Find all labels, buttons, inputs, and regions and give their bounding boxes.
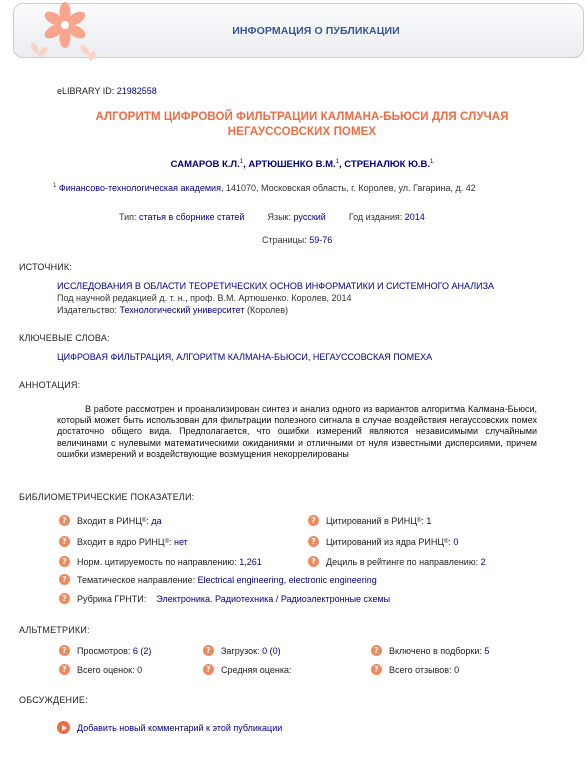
flower-logo-icon — [23, 0, 103, 70]
downloads-value: 0 (0) — [262, 645, 281, 656]
add-comment-link[interactable]: Добавить новый комментарий к этой публикации — [77, 722, 283, 733]
norm-citation-value: 1,261 — [239, 556, 262, 567]
source-editor: Под научной редакцией д. т. н., проф. В.М. Артюшенко. Королев, 2014 — [57, 293, 352, 303]
question-icon[interactable]: ? — [308, 515, 319, 526]
affiliation-link[interactable]: Финансово-технологическая академия — [58, 183, 221, 193]
metric-views: ? Просмотров: 6 (2) — [59, 645, 151, 656]
metric-rinc-core: ? Входит в ядро РИНЦ ® : нет — [59, 536, 188, 547]
citations-value[interactable]: 1 — [426, 515, 432, 526]
metric-average-rating: ? Средняя оценка: — [203, 664, 291, 675]
question-icon[interactable]: ? — [308, 556, 319, 567]
discussion-heading: ОБСУЖДЕНИЕ: — [19, 695, 88, 705]
author-link[interactable]: САМАРОВ К.Л. — [170, 159, 240, 171]
question-icon[interactable]: ? — [308, 536, 319, 547]
views-value: 6 (2) — [132, 645, 152, 656]
author-link[interactable]: АРТЮШЕНКО В.М. — [248, 159, 336, 171]
question-icon[interactable]: ? — [59, 593, 70, 604]
authors-list — [20, 159, 584, 170]
question-icon[interactable]: ? — [371, 645, 382, 656]
metric-collections: ? Включено в подборки: 5 — [371, 645, 489, 656]
author-link[interactable]: СТРЕНАЛЮК Ю.В. — [344, 159, 431, 171]
language-value: русский — [293, 212, 326, 222]
reviews-value: 0 — [454, 664, 460, 675]
metric-topic: ? Тематическое направление: Electrical engineering, electronic engineering — [59, 574, 377, 585]
author-affiliation-sup: 1 — [430, 159, 434, 165]
metric-ratings: ? Всего оценок: 0 — [59, 664, 142, 675]
publication-title — [20, 110, 584, 140]
metric-reviews: ? Всего отзывов: 0 — [371, 664, 459, 675]
rinc-value: да — [151, 515, 162, 526]
annotation-text: В работе рассмотрен и проанализирован синтез и анализ одного из вариантов алгоритма Калмана-Бьюси, который может быть использован для фильтрации полезного сигнала в случае воздействия негауссовских помех достаточно общего вида. Предполагается, что ошибки измерений являются независимыми случайными величинами с нулевыми математическими ожиданиями и отличными от нуля известными дисперсиями, причем ошибки измерений и воздействующие возмущения некоррелированы — [57, 404, 537, 459]
topic-value: Electrical engineering, electronic engineering — [197, 574, 377, 585]
metric-citations: ? Цитирований в РИНЦ ® : 1 — [308, 515, 431, 526]
affiliation — [53, 183, 476, 193]
pages-row — [262, 235, 332, 245]
keyword-separator: , — [307, 352, 313, 362]
grnti-link-2[interactable]: Радиоэлектронные схемы — [280, 593, 391, 604]
source-title-link[interactable]: ИССЛЕДОВАНИЯ В ОБЛАСТИ ТЕОРЕТИЧЕСКИХ ОСНОВ ИНФОРМАТИКИ И СИСТЕМНОГО АНАЛИЗА — [57, 281, 495, 291]
keywords-list — [57, 352, 432, 362]
question-icon[interactable]: ? — [59, 664, 70, 675]
year-label: Год издания: — [348, 212, 403, 222]
type-label: Тип: — [119, 212, 137, 222]
author-affiliation-sup: 1 — [335, 159, 339, 165]
collections-value[interactable]: 5 — [484, 645, 490, 656]
publisher-label: Издательство: — [57, 305, 117, 315]
author-separator: , — [338, 159, 345, 171]
language-label: Язык: — [267, 212, 291, 222]
add-comment-row — [57, 721, 282, 734]
question-icon[interactable]: ? — [203, 645, 214, 656]
author-separator: , — [243, 159, 249, 171]
metric-rinc: ? Входит в РИНЦ ® : да — [59, 515, 162, 526]
pages-label: Страницы: — [262, 235, 307, 245]
elibrary-id-label: eLIBRARY ID: — [57, 86, 115, 96]
keyword-separator: , — [171, 352, 177, 362]
question-icon[interactable]: ? — [59, 574, 70, 585]
affiliation-sup: 1 — [53, 183, 57, 189]
rinc-core-value: нет — [174, 536, 188, 547]
metric-downloads: ? Загрузок: 0 (0) — [203, 645, 281, 656]
elibrary-id-value: 21982558 — [116, 86, 157, 96]
keyword-link[interactable]: ЦИФРОВАЯ ФИЛЬТРАЦИЯ — [57, 352, 172, 362]
source-publisher — [57, 305, 288, 315]
year-value: 2014 — [404, 212, 425, 222]
grnti-separator: / — [273, 593, 281, 604]
publisher-city: (Королев) — [246, 305, 289, 315]
question-icon[interactable]: ? — [59, 556, 70, 567]
metric-norm-citation: ? Норм. цитируемость по направлению: 1,261 — [59, 556, 262, 567]
type-value: статья в сборнике статей — [139, 212, 245, 222]
question-icon[interactable]: ? — [203, 664, 214, 675]
question-icon[interactable]: ? — [371, 664, 382, 675]
elibrary-id-row — [57, 86, 157, 96]
question-icon[interactable]: ? — [59, 515, 70, 526]
publication-title-line-1: АЛГОРИТМ ЦИФРОВОЙ ФИЛЬТРАЦИИ КАЛМАНА-БЬЮСИ ДЛЯ СЛУЧАЯ — [95, 111, 509, 123]
decile-value: 2 — [480, 556, 486, 567]
pages-value: 59-76 — [309, 235, 333, 245]
publication-meta — [119, 212, 425, 222]
question-icon[interactable]: ? — [59, 536, 70, 547]
metric-citations-core: ? Цитирований из ядра РИНЦ ® : 0 — [308, 536, 458, 547]
affiliation-address: , 141070, Московская область, г. Королев, ул. Гагарина, д. 42 — [220, 183, 476, 193]
header-title: ИНФОРМАЦИЯ О ПУБЛИКАЦИИ — [232, 25, 400, 37]
publication-title-line-2: НЕГАУССОВСКИХ ПОМЕХ — [227, 126, 377, 138]
ratings-value: 0 — [137, 664, 143, 675]
altmetrics-heading: АЛЬТМЕТРИКИ: — [19, 625, 90, 635]
biblio-heading: БИБЛИОМЕТРИЧЕСКИЕ ПОКАЗАТЕЛИ: — [19, 492, 195, 502]
citations-core-value: 0 — [453, 536, 459, 547]
publisher-link[interactable]: Технологический университет — [119, 305, 245, 315]
keyword-link[interactable]: НЕГАУССОВСКАЯ ПОМЕХА — [312, 352, 433, 362]
author-affiliation-sup: 1 — [239, 159, 244, 165]
play-icon[interactable] — [57, 721, 70, 734]
keywords-heading: КЛЮЧЕВЫЕ СЛОВА: — [19, 333, 110, 343]
annotation-heading: АННОТАЦИЯ: — [19, 380, 81, 390]
source-heading: ИСТОЧНИК: — [19, 262, 73, 272]
grnti-link-1[interactable]: Электроника. Радиотехника — [156, 593, 274, 604]
metric-decile: ? Дециль в рейтинге по направлению: 2 — [308, 556, 486, 567]
keyword-link[interactable]: АЛГОРИТМ КАЛМАНА-БЬЮСИ — [176, 352, 308, 362]
metric-grnti: ? Рубрика ГРНТИ: Электроника. Радиотехника / Радиоэлектронные схемы — [59, 593, 390, 604]
question-icon[interactable]: ? — [59, 645, 70, 656]
